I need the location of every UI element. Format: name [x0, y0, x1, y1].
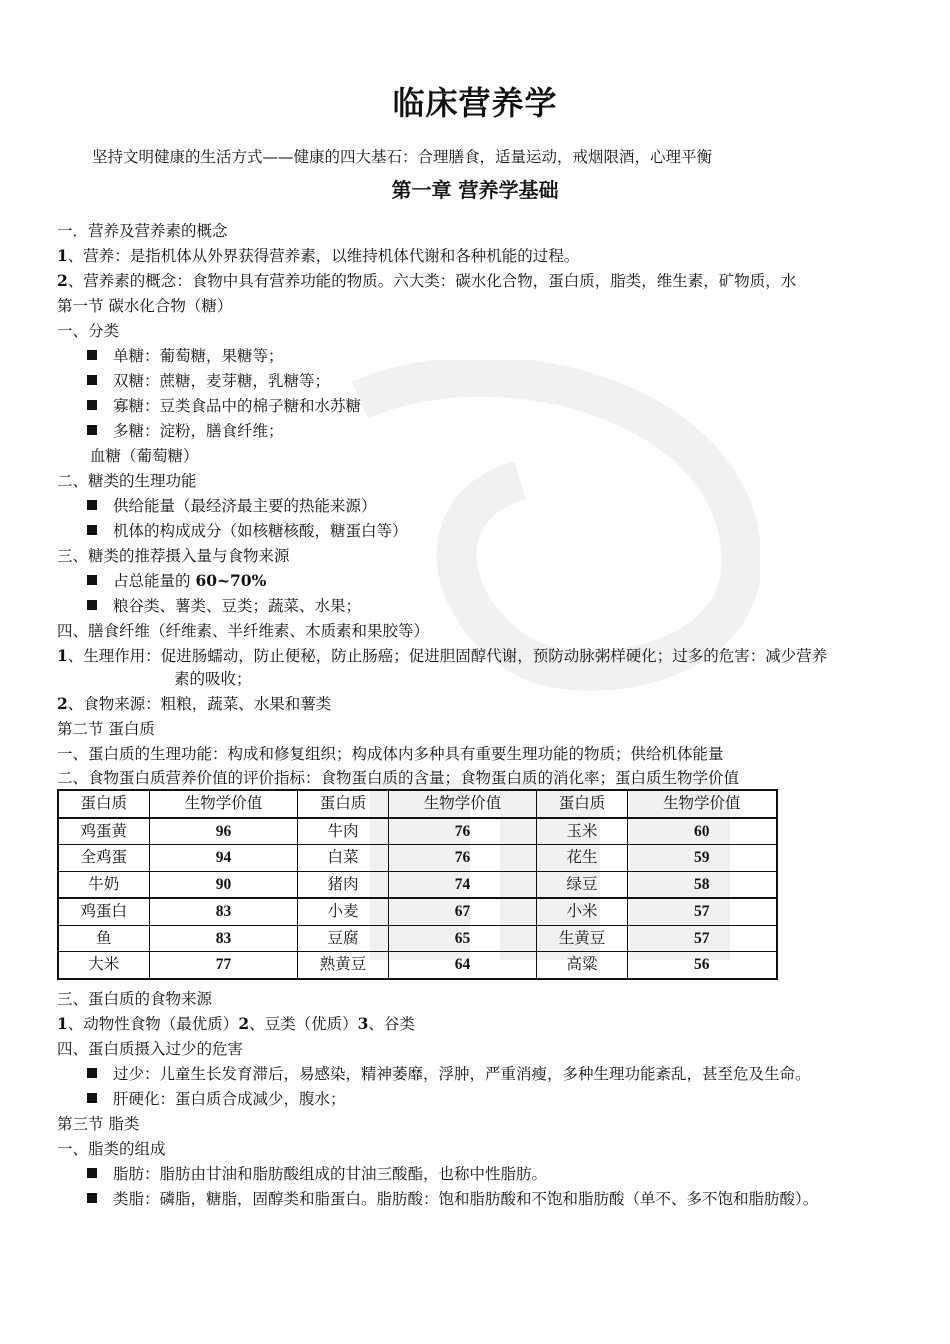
document-title: 临床营养学 [392, 84, 558, 122]
square-bullet-icon [87, 500, 97, 510]
item-number: 1 [57, 246, 68, 265]
bullet-text: 双糖：蔗糖，麦芽糖，乳糖等； [113, 372, 331, 390]
biological-value-cell: 83 [149, 925, 298, 952]
biological-value-cell: 90 [149, 871, 298, 898]
protein-biological-value-table [57, 789, 778, 980]
table-row [58, 952, 777, 979]
biological-value-cell: 60 [627, 818, 777, 845]
bullet-text: 粮谷类、薯类、豆类；蔬菜、水果； [113, 597, 362, 615]
table-row [58, 871, 777, 898]
food-name-cell: 鱼 [58, 925, 149, 952]
bullet-item [87, 520, 408, 542]
bullet-item [87, 370, 330, 392]
item-text: 、动物性食物（最优质） [67, 1015, 239, 1033]
table-row [58, 925, 777, 952]
section-heading: 四、蛋白质摄入过少的危害 [57, 1040, 244, 1058]
numbered-item [57, 245, 579, 267]
bullet-item [87, 1188, 818, 1210]
numbered-item [57, 270, 796, 292]
plain-text: 血糖（葡萄糖） [90, 447, 199, 465]
item-text: 、营养素的概念：食物中具有营养功能的物质。六大类：碳水化合物，蛋白质，脂类，维生素，矿物质，水 [67, 272, 797, 290]
biological-value-cell: 59 [627, 845, 777, 872]
item-number: 3 [357, 1014, 369, 1033]
food-name-cell: 豆腐 [298, 925, 388, 952]
square-bullet-icon [87, 1193, 97, 1203]
bullet-text: 机体的构成成分（如核糖核酸，糖蛋白等） [113, 522, 408, 540]
bullet-item [87, 395, 361, 417]
numbered-item [57, 645, 827, 667]
column-header: 生物学价值 [149, 790, 298, 818]
bullet-text: 类脂：磷脂，糖脂，固醇类和脂蛋白。脂肪酸：饱和脂肪酸和不饱和脂肪酸（单不、多不饱和脂肪酸）。 [113, 1190, 819, 1208]
bullet-text: 多糖：淀粉，膳食纤维； [113, 422, 284, 440]
table-row [58, 845, 777, 872]
food-name-cell: 猪肉 [298, 871, 388, 898]
biological-value-cell: 67 [388, 898, 537, 925]
numbered-item [57, 693, 331, 715]
biological-value-cell: 65 [388, 925, 537, 952]
item-number: 2 [57, 694, 68, 713]
biological-value-cell: 57 [627, 898, 777, 925]
column-header: 生物学价值 [627, 790, 777, 818]
biological-value-cell: 64 [388, 952, 537, 979]
biological-value-cell: 96 [149, 818, 298, 845]
biological-value-cell: 58 [627, 871, 777, 898]
column-header: 蛋白质 [58, 790, 149, 818]
item-number: 1 [57, 646, 68, 665]
bullet-text: 占总能量的 [113, 572, 196, 590]
column-header: 蛋白质 [537, 790, 627, 818]
bullet-text: 脂肪：脂肪由甘油和脂肪酸组成的甘油三酸酯，也称中性脂肪。 [113, 1165, 548, 1183]
bullet-item [87, 595, 361, 617]
square-bullet-icon [87, 1093, 97, 1103]
food-name-cell: 绿豆 [537, 871, 627, 898]
biological-value-cell: 76 [388, 845, 537, 872]
square-bullet-icon [87, 525, 97, 535]
section-heading: 一、分类 [57, 322, 120, 340]
square-bullet-icon [87, 350, 97, 360]
bullet-text: 过少：儿童生长发育滞后，易感染，精神萎靡，浮肿，严重消瘦，多种生理功能紊乱，甚至危及生命。 [113, 1065, 811, 1083]
food-name-cell: 高粱 [537, 952, 627, 979]
square-bullet-icon [87, 425, 97, 435]
item-text: 、生理作用：促进肠蠕动，防止便秘，防止肠癌；促进胆固醇代谢，预防动脉粥样硬化；过多的危害：减少营养 [67, 647, 828, 665]
food-name-cell: 熟黄豆 [298, 952, 388, 979]
item-text: 、食物来源：粗粮，蔬菜、水果和薯类 [67, 695, 332, 713]
square-bullet-icon [87, 575, 97, 585]
biological-value-cell: 57 [627, 925, 777, 952]
food-name-cell: 大米 [58, 952, 149, 979]
food-name-cell: 牛奶 [58, 871, 149, 898]
food-name-cell: 小米 [537, 898, 627, 925]
food-name-cell: 小麦 [298, 898, 388, 925]
numbered-item [57, 1013, 415, 1035]
biological-value-cell: 77 [149, 952, 298, 979]
item-text: 、营养：是指机体从外界获得营养素，以维持机体代谢和各种机能的过程。 [67, 247, 580, 265]
item-text: 、豆类（优质） [249, 1015, 358, 1033]
table-header-row [58, 790, 777, 818]
column-header: 生物学价值 [388, 790, 537, 818]
bullet-value: 60~70% [195, 571, 267, 590]
table-body [58, 790, 777, 979]
bullet-item [87, 345, 284, 367]
biological-value-cell: 76 [388, 818, 537, 845]
column-header: 蛋白质 [298, 790, 388, 818]
bullet-text: 供给能量（最经济最主要的热能来源） [113, 497, 377, 515]
subsection-heading: 第二节 蛋白质 [57, 720, 155, 738]
section-heading: 二、糖类的生理功能 [57, 472, 197, 490]
food-name-cell: 全鸡蛋 [58, 845, 149, 872]
item-number: 2 [57, 271, 68, 290]
food-name-cell: 白菜 [298, 845, 388, 872]
biological-value-cell: 56 [627, 952, 777, 979]
table-row [58, 818, 777, 845]
chapter-heading: 第一章 营养学基础 [391, 178, 559, 202]
square-bullet-icon [87, 1168, 97, 1178]
table-row [58, 898, 777, 925]
bullet-text: 肝硬化：蛋白质合成减少，腹水； [113, 1090, 346, 1108]
section-heading: 四、膳食纤维（纤维素、半纤维素、木质素和果胶等） [57, 622, 430, 640]
bullet-item [87, 420, 284, 442]
food-name-cell: 玉米 [537, 818, 627, 845]
food-name-cell: 牛肉 [298, 818, 388, 845]
food-name-cell: 花生 [537, 845, 627, 872]
item-text: 、谷类 [368, 1015, 415, 1033]
document-motto: 坚持文明健康的生活方式——健康的四大基石：合理膳食，适量运动，戒烟限酒，心理平衡 [92, 148, 713, 166]
bullet-item [87, 1163, 547, 1185]
section-heading: 三、蛋白质的食物来源 [57, 990, 213, 1008]
food-name-cell: 鸡蛋黄 [58, 818, 149, 845]
item-number: 2 [238, 1014, 250, 1033]
square-bullet-icon [87, 400, 97, 410]
section-heading: 一．营养及营养素的概念 [57, 222, 228, 240]
bullet-item [87, 1063, 811, 1085]
section-heading: 二、食物蛋白质营养价值的评价指标：食物蛋白质的含量；食物蛋白质的消化率；蛋白质生物学价值 [57, 769, 740, 787]
bullet-text: 寡糖：豆类食品中的棉子糖和水苏糖 [113, 397, 362, 415]
item-number: 1 [57, 1014, 68, 1033]
square-bullet-icon [87, 375, 97, 385]
bullet-item [87, 1088, 346, 1110]
section-heading: 三、糖类的推荐摄入量与食物来源 [57, 547, 290, 565]
biological-value-cell: 83 [149, 898, 298, 925]
square-bullet-icon [87, 600, 97, 610]
item-continuation: 素的吸收； [174, 670, 252, 688]
food-name-cell: 生黄豆 [537, 925, 627, 952]
biological-value-cell: 74 [388, 871, 537, 898]
subsection-heading: 第一节 碳水化合物（糖） [57, 297, 233, 315]
section-heading: 一、蛋白质的生理功能：构成和修复组织；构成体内多种具有重要生理功能的物质；供给机体能量 [57, 745, 724, 763]
section-heading: 一、脂类的组成 [57, 1140, 166, 1158]
food-name-cell: 鸡蛋白 [58, 898, 149, 925]
bullet-item [87, 570, 266, 592]
bullet-item [87, 495, 377, 517]
bullet-text: 单糖：葡萄糖，果糖等； [113, 347, 284, 365]
subsection-heading: 第三节 脂类 [57, 1115, 140, 1133]
square-bullet-icon [87, 1068, 97, 1078]
biological-value-cell: 94 [149, 845, 298, 872]
